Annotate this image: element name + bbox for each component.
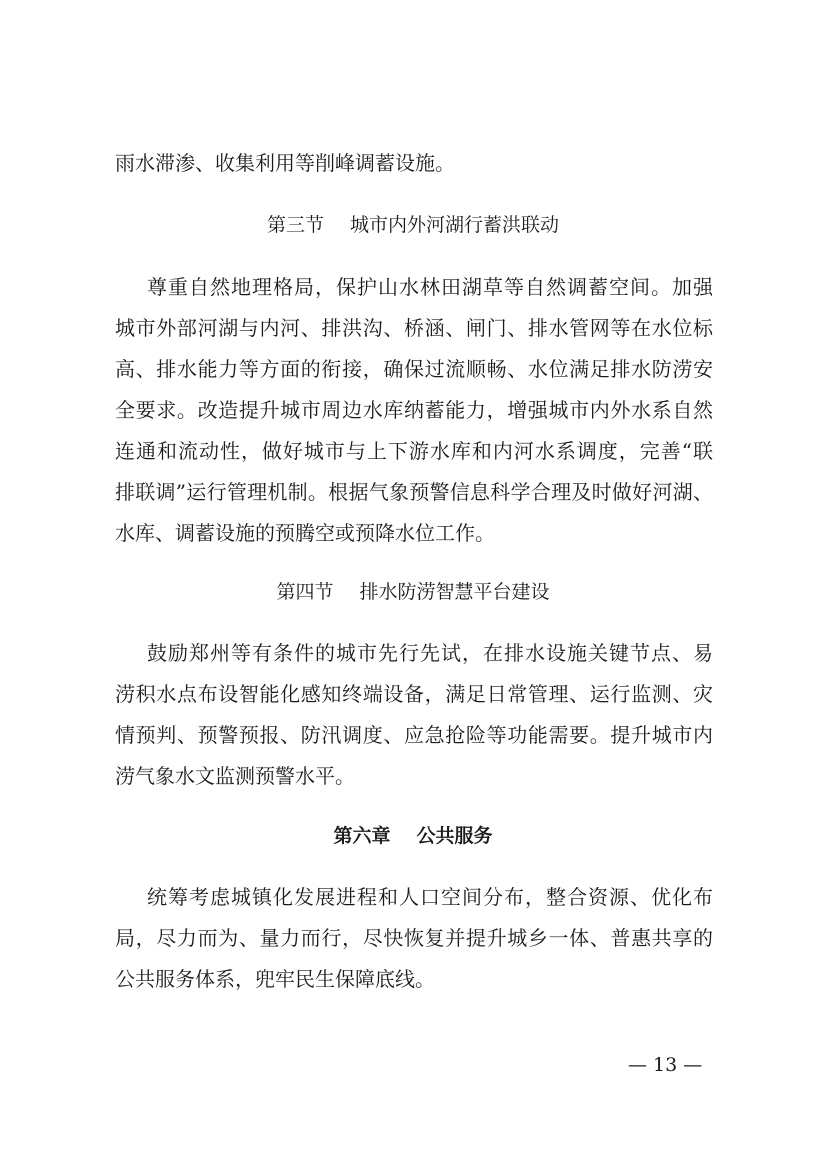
text-line: 涝积水点布设智能化感知终端设备，满足日常管理、运行监测、灾 — [115, 682, 713, 706]
text-line: 鼓励郑州等有条件的城市先行先试，在排水设施关键节点、易 — [147, 641, 713, 665]
text-line: 尊重自然地理格局，保护山水林田湖草等自然调蓄空间。加强 — [147, 275, 713, 299]
paragraph-smart-platform — [115, 633, 713, 797]
paragraph-continuation — [115, 143, 713, 184]
text-line: 高、排水能力等方面的衔接，确保过流顺畅、水位满足排水防涝安 — [115, 357, 713, 381]
text-line: 雨水滞渗、收集利用等削峰调蓄设施。 — [115, 151, 455, 175]
text-line: 水库、调蓄设施的预腾空或预降水位工作。 — [115, 521, 495, 545]
text-line: 统筹考虑城镇化发展进程和人口空间分布，整合资源、优化布 — [147, 885, 713, 909]
text-line: 公共服务体系，兜牢民生保障底线。 — [115, 967, 435, 991]
section-number: 第三节 — [266, 214, 324, 236]
text-line: 涝气象水文监测预警水平。 — [115, 764, 355, 788]
page-number: — 13 — — [628, 1054, 703, 1076]
text-line: 全要求。改造提升城市周边水库纳蓄能力，增强城市内外水系自然 — [115, 398, 713, 422]
section-heading-3 — [0, 210, 826, 240]
paragraph-river-lake-linkage — [115, 267, 713, 554]
section-title: 排水防涝智慧平台建设 — [359, 581, 550, 603]
section-number: 第四节 — [276, 581, 334, 603]
chapter-heading — [0, 821, 826, 851]
text-line: 局，尽力而为、量力而行，尽快恢复并提升城乡一体、普惠共享的 — [115, 926, 713, 950]
text-line: 连通和流动性，做好城市与上下游水库和内河水系调度，完善“联 — [115, 439, 713, 463]
text-line: 排联调”运行管理机制。根据气象预警信息科学合理及时做好河湖、 — [115, 480, 713, 504]
paragraph-public-service — [115, 877, 713, 1000]
text-line: 情预判、预警预报、防汛调度、应急抢险等功能需要。提升城市内 — [115, 723, 713, 747]
section-heading-4 — [0, 577, 826, 607]
text-line: 城市外部河湖与内河、排洪沟、桥涵、闸门、排水管网等在水位标 — [115, 316, 713, 340]
chapter-number: 第六章 — [333, 825, 391, 847]
section-title: 城市内外河湖行蓄洪联动 — [350, 214, 560, 236]
chapter-title: 公共服务 — [416, 825, 493, 847]
